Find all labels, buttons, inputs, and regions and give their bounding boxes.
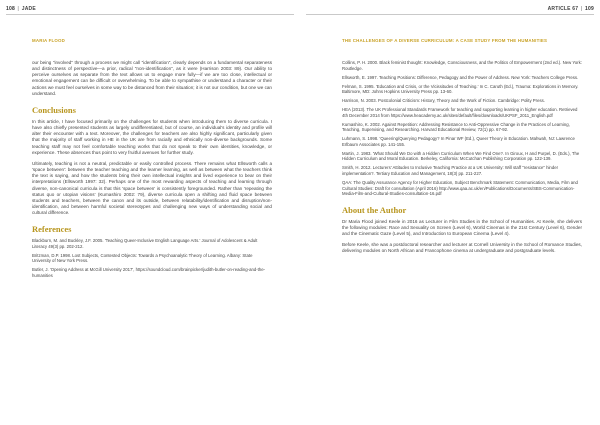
intro-paragraph: our being "involved" through a process we might call "identification", clearly depends on a fundamental separateness and distinctness of perspective—a prior, radical "non-identification", as it were (Harrison 2003: 89). Our ability to perceive ourselves as separate from the text allows us to engage more fully—if we are too close, intellectual or emotional engagement can be difficult or overwhelming. To be able to sympathise or understand a character or their actions we must feel ourselves in some way to be distanced from their situation; it is not our condition, but one we can understand. xyxy=(32,60,272,96)
right-page-header: ARTICLE 67 | 109 xyxy=(547,6,594,12)
conclusions-paragraph-1: In this article, I have focused primarily on the challenges for students when introducing them to diverse curricula. I have also chiefly presented students as largely undifferentiated, but of course, an individual's identity and profile will alter their encounter with a text. Moreover, the challenges for teachers are also highly significant, particularly given that the majority of staff working in HE in the UK are from racially and ethnically non-diverse backgrounds. Some teaching staff may not feel comfortable teaching works that do not speak to their own identities, knowledge, or experience. These absences thus point to very fruitful avenues for further study. xyxy=(32,118,272,155)
reference-entry: Blackburn, M. and Buckley, J.F. 2005. 'Teaching Queer-Inclusive English Language Arts.' Journal of Adolescent & Adult Literacy 49(3) pp. 202-212. xyxy=(32,238,258,249)
right-page-body xyxy=(342,60,582,260)
reference-entry: HEA (2013). The UK Professional Standards Framework for teaching and supporting learning in higher education. Retrieved 4th December 2014 from https://www.heacademy.ac.uk/sites/default/files/downloads/UKPSF_2011_English.pdf xyxy=(342,107,578,118)
reference-entry: Smith, H. 2012. Lecturers' Attitudes to Inclusive Teaching Practice at a UK University: Will staff "resistance" hinder implementation?. Tertiary Education and Management, 18(3) pp. 211-227. xyxy=(342,165,559,177)
about-author-paragraph-1: Dr Maria Flood joined Keele in 2016 as Lecturer in Film Studies in the School of Humanities. At Keele, she delivers the following modules: Race and Sexuality on Screen (Level 6), World Cinemas in the 21st Century (Level 6), Gender and the Cinematic Gaze (Level 5), and Introduction to European Cinema (Level 4). xyxy=(342,218,582,237)
left-page-header: 108 | JADE xyxy=(6,6,36,12)
article-label: ARTICLE 67 xyxy=(547,6,579,12)
about-author-paragraph-2: Before Keele, she was a postdoctoral researcher and lecturer at Cornell University in the School of Romance Studies, delivering modules on North African and Francophone cinema at undergraduate and postgraduate levels. xyxy=(342,242,582,254)
right-running-head: THE CHALLENGES OF A DIVERSE CURRICULUM: A CASE STUDY FROM THE HUMANITIES xyxy=(342,38,548,43)
journal-title: JADE xyxy=(21,6,36,12)
left-page-number: 108 xyxy=(6,6,15,12)
reference-entry: Martin, J. 1983. 'What Should We Do with a Hidden Curriculum When We Find One?. In Giroux, H and Purpel, D. (Eds.), The Hidden Curriculum and Moral Education. Berkeley, California: McCutchan Publishing Corporation pp. 122-139. xyxy=(342,150,580,162)
reference-entry: Collins, P. H. 2000. Black feminist thought: Knowledge, Consciousness, and the Politics of Empowerment (2nd ed.). New York: Routledge. xyxy=(342,60,582,71)
right-page-number: 109 xyxy=(585,6,594,12)
left-running-head: MARIA FLOOD xyxy=(32,38,66,43)
reference-entry: Harrison, N. 2003. Postcolonial Criticism: History, Theory and the Work of Fiction. Cambridge: Polity Press. xyxy=(342,98,545,104)
conclusions-heading: Conclusions xyxy=(32,104,76,115)
left-page-body xyxy=(32,60,272,282)
reference-entry: Kumashiro, K. 2002. Against Repetition: Addressing Resistance to Anti-Oppressive Change in the Practices of Learning, Teaching, Supervising, and Researching. Harvard Educational Review, 72(1) pp. 67-92. xyxy=(342,121,570,133)
reference-entry: Luhmann, S. 1998. 'Queering/Querying Pedagogy? In Pinar WF (Ed.), Queer Theory in Education. Mahwah, NJ: Lawrence Erlbaum Associates pp. 141-155. xyxy=(342,136,575,147)
reference-entry: Britzman, D.P. 1998. Lost Subjects, Contested Objects: Towards a Psychoanalytic Theory of Learning. Albany: State University of New York Press. xyxy=(32,252,253,264)
conclusions-paragraph-2: Ultimately, teaching is not a neutral, predictable or easily controlled process. There remains what Ellsworth calls a 'space between': between the teacher teaching and the learner learning, as well as between what the teachers think the text is saying, and how the students bring their own intellectual insights and lived experience to bear on their interpretations (Ellsworth 1997: 32). Perhaps one of the most rewarding aspects of teaching and learning through diverse, non-canonical curricula is that this 'space between' is consistently foregrounded. Rather than 'repeating the status quo or utopian visions' (Kumashiro 2002: 79), diverse curricula open a shifting and fluid space between students and teachers, between the canon and its outside, between relatability/identification and disruption/non-identification, and between harmful societal stereotypes and challenging new ways of understanding social and cultural difference. xyxy=(32,160,272,216)
reference-entry: Felman, S. 1995. 'Education and Crisis, or the Vicissitudes of Teaching.' In C. Caruth (Ed.), Trauma: Explorations in Memory. Baltimore, MD: Johns Hopkins University Press pp. 13-60. xyxy=(342,83,579,95)
left-header-rule xyxy=(6,14,294,15)
reference-entry: Butler, J. 'Opening Address at McGill University 2017', https://soundcloud.com/brainpicker/judith-butler-on-reading-and-the-humanities xyxy=(32,267,266,279)
right-header-rule xyxy=(306,14,594,15)
references-heading: References xyxy=(32,224,72,235)
reference-entry: QAA: The Quality Assurance Agency for Higher Education, Subject Benchmark Statement: Communication, Media, Film and Cultural Studies: Draft for consultation (April 2016) http://www.qaa.ac.uk/en/Publications/Documents/SBS-Communication-Media-Film-and-Cultural-Studies-consultation-16.pdf xyxy=(342,180,578,197)
reference-entry: Ellsworth, E. 1997. Teaching Positions: Difference, Pedagogy and the Power of Address. New York: Teachers College Press. xyxy=(342,74,579,80)
about-author-heading: About the Author xyxy=(342,204,407,215)
